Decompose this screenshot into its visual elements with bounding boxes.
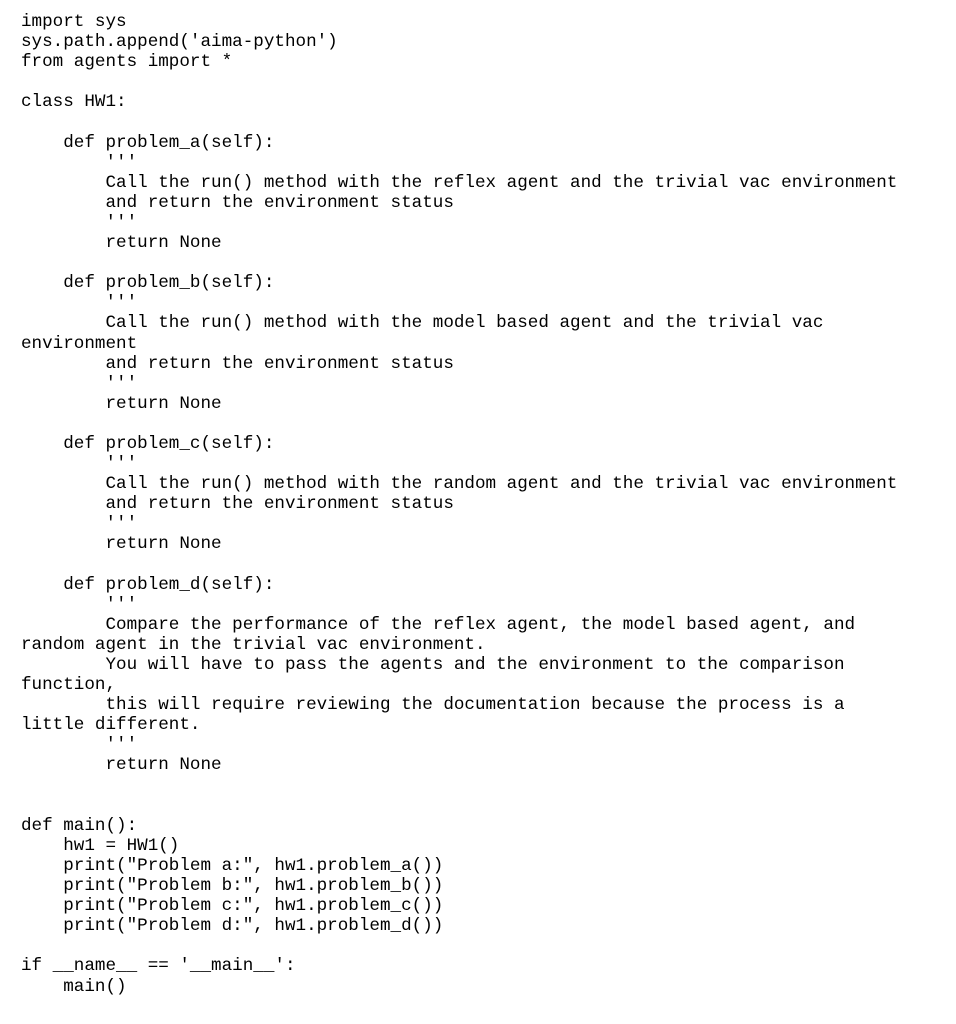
code-line: little different. bbox=[21, 715, 201, 736]
code-line: Compare the performance of the reflex agent, the model based agent, and bbox=[21, 614, 856, 635]
code-line: print("Problem d:", hw1.problem_d()) bbox=[21, 916, 444, 937]
code-document bbox=[21, 12, 951, 997]
code-line: function, bbox=[21, 675, 117, 696]
code-line: hw1 = HW1() bbox=[21, 835, 180, 856]
code-line: environment bbox=[21, 333, 138, 354]
code-line: def main(): bbox=[21, 815, 138, 836]
code-line: def problem_b(self): bbox=[21, 273, 275, 294]
code-line: return None bbox=[21, 233, 222, 254]
code-line: Call the run() method with the reflex agent and the trivial vac environment bbox=[21, 172, 898, 193]
code-line bbox=[21, 555, 951, 575]
code-line: main() bbox=[21, 976, 127, 997]
code-line: return None bbox=[21, 393, 222, 414]
code-line bbox=[21, 72, 951, 92]
code-line: sys.path.append('aima-python') bbox=[21, 32, 338, 53]
code-line: ''' bbox=[21, 373, 138, 394]
code-line: Call the run() method with the model based agent and the trivial vac bbox=[21, 313, 824, 334]
code-line: print("Problem b:", hw1.problem_b()) bbox=[21, 876, 444, 897]
code-line bbox=[21, 112, 951, 132]
code-line bbox=[21, 253, 951, 273]
code-line: print("Problem a:", hw1.problem_a()) bbox=[21, 855, 444, 876]
code-line: def problem_a(self): bbox=[21, 132, 275, 153]
code-line: ''' bbox=[21, 594, 138, 615]
code-line bbox=[21, 936, 951, 956]
code-line: ''' bbox=[21, 454, 138, 475]
code-line: print("Problem c:", hw1.problem_c()) bbox=[21, 896, 444, 917]
code-line: ''' bbox=[21, 514, 138, 535]
code-line: return None bbox=[21, 534, 222, 555]
code-line: this will require reviewing the documentation because the process is a bbox=[21, 695, 845, 716]
code-line: and return the environment status bbox=[21, 494, 454, 515]
code-line: if __name__ == '__main__': bbox=[21, 956, 296, 977]
code-line: def problem_c(self): bbox=[21, 433, 275, 454]
code-line: from agents import * bbox=[21, 52, 233, 73]
code-line: random agent in the trivial vac environment. bbox=[21, 634, 486, 655]
code-line: ''' bbox=[21, 293, 138, 314]
code-line: Call the run() method with the random agent and the trivial vac environment bbox=[21, 474, 898, 495]
code-line: import sys bbox=[21, 12, 127, 32]
code-line: ''' bbox=[21, 212, 138, 233]
code-line: ''' bbox=[21, 152, 138, 173]
code-line bbox=[21, 796, 951, 816]
code-line: return None bbox=[21, 755, 222, 776]
code-line: class HW1: bbox=[21, 92, 127, 113]
code-line bbox=[21, 776, 951, 796]
code-line: def problem_d(self): bbox=[21, 574, 275, 595]
code-line: and return the environment status bbox=[21, 192, 454, 213]
code-line: You will have to pass the agents and the environment to the comparison bbox=[21, 655, 845, 675]
code-line bbox=[21, 414, 951, 434]
code-line: ''' bbox=[21, 735, 138, 756]
code-line: and return the environment status bbox=[21, 353, 454, 374]
